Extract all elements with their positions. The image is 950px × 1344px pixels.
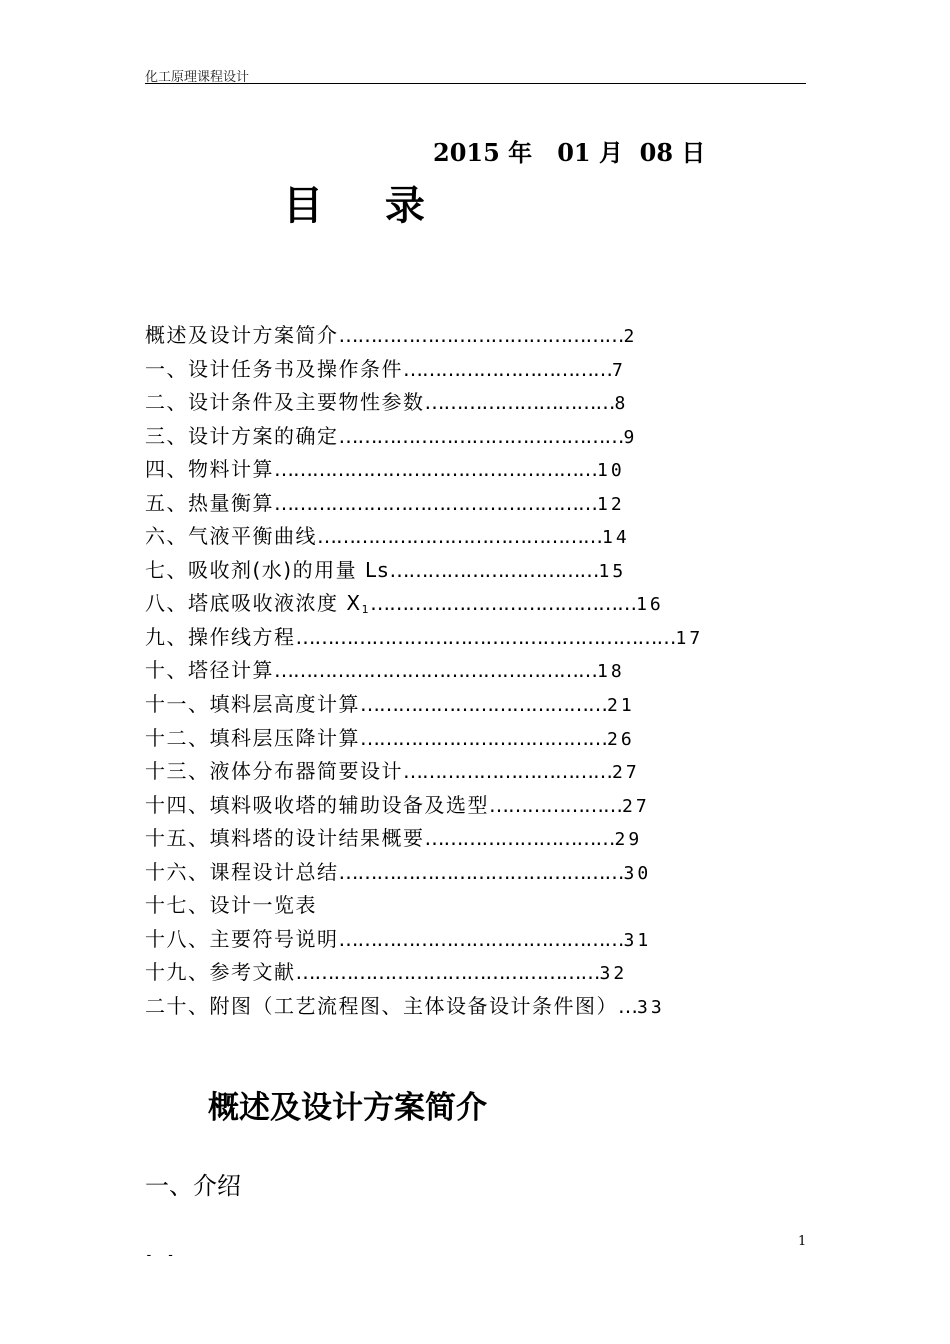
toc-entry[interactable] (145, 724, 703, 758)
toc-entry-page: 33 (637, 996, 665, 1018)
toc-entry-page: 10 (597, 460, 625, 482)
toc-entry-page: 14 (602, 527, 630, 549)
toc-entry-label: 十二、填科层压降计算 (145, 725, 360, 750)
toc-entry-leader: ……………………………………… (317, 524, 602, 549)
toc-entry[interactable] (145, 355, 703, 389)
subsection-title: 一、介绍 (145, 1172, 241, 1200)
toc-entry[interactable] (145, 757, 703, 791)
toc-entry[interactable] (145, 824, 703, 858)
toc-entry-label: 十九、参考文献 (145, 960, 296, 985)
toc-entry-label: 二十、附图（工艺流程图、主体设备设计条件图） (145, 993, 618, 1018)
toc-entry[interactable] (145, 891, 703, 925)
toc-title: 目 录 (283, 183, 449, 229)
toc-entry-page: 7 (612, 359, 626, 381)
toc-entry-page: 27 (622, 795, 650, 817)
page-header-title: 化工原理课程设计 (145, 70, 250, 85)
toc-entry[interactable] (145, 791, 703, 825)
toc-entry-label: 三、设计方案的确定 (145, 423, 339, 448)
toc-entry-label: 十四、填料吸收塔的辅助设备及选型 (145, 792, 489, 817)
toc-entry-leader: ………………………… (424, 826, 615, 851)
footer-marks: - - (145, 1248, 178, 1263)
toc-entry-leader: …………………………… (403, 356, 612, 381)
toc-entry[interactable] (145, 623, 703, 657)
toc-entry-leader: ………………… (489, 792, 622, 817)
toc-entry-label: 十一、填料层高度计算 (145, 692, 360, 717)
toc-entry-page: 31 (623, 929, 652, 951)
toc-entry[interactable] (145, 522, 703, 556)
toc-entry[interactable] (145, 958, 703, 992)
toc-entry-leader: ………………………………… (360, 725, 607, 750)
toc-entry-page: 8 (614, 393, 629, 415)
toc-entry-label: 八、塔底吸收液浓度 X (145, 591, 362, 616)
toc-entry-label: 七、吸收剂(水)的用量 Ls (145, 557, 390, 582)
toc-entry-label: 十五、填料塔的设计结果概要 (145, 826, 425, 851)
toc-entry-label: 十三、液体分布器简要设计 (145, 759, 403, 784)
toc-entry-leader: …………………………………………… (274, 457, 597, 482)
toc-entry[interactable] (145, 589, 703, 623)
toc-entry-page: 30 (623, 862, 652, 884)
toc-entry-leader: ……………………………………… (338, 323, 624, 347)
toc-entry-label: 一、设计任务书及操作条件 (145, 356, 403, 381)
toc-entry-label: 十八、主要符号说明 (145, 926, 339, 951)
toc-entry-page: 18 (597, 661, 625, 683)
toc-entry-page: 26 (607, 728, 635, 750)
toc-entry-page: 27 (612, 762, 640, 784)
toc-entry[interactable] (145, 321, 703, 355)
toc-entry-subscript: 1 (361, 603, 371, 617)
toc-entry[interactable] (145, 656, 703, 690)
toc-entry-page: 9 (623, 426, 638, 448)
toc-entry-label: 十、塔径计算 (145, 658, 274, 683)
toc-entry[interactable] (145, 858, 703, 892)
toc-entry-page: 21 (607, 695, 635, 717)
toc-entry-leader: ……………………………………… (338, 423, 624, 448)
toc-entry-leader: …………………………… (403, 759, 612, 784)
toc-entry-leader: …………………………………………………… (295, 624, 676, 649)
toc-entry-page: 15 (598, 560, 627, 582)
toc-entry-leader: ……………………………………… (338, 859, 624, 884)
table-of-contents (145, 321, 703, 1025)
toc-entry-leader: ………………………………………… (295, 960, 600, 985)
toc-entry-page: 2 (623, 326, 638, 347)
toc-entry-label: 十六、课程设计总结 (145, 859, 339, 884)
toc-entry-label: 概述及设计方案简介 (145, 323, 339, 347)
toc-entry[interactable] (145, 455, 703, 489)
toc-entry-leader: …………………………………………… (274, 658, 597, 683)
toc-entry-leader: ………………………… (424, 390, 615, 415)
toc-entry-page: 29 (614, 829, 643, 851)
toc-entry-leader: ……………………………………… (338, 926, 624, 951)
toc-entry-label: 六、气液平衡曲线 (145, 524, 317, 549)
header-rule (145, 83, 806, 84)
toc-entry-leader: …………………………………………… (274, 490, 597, 515)
toc-entry[interactable] (145, 690, 703, 724)
toc-entry[interactable] (145, 992, 703, 1026)
toc-entry[interactable] (145, 388, 703, 422)
toc-entry-page: 12 (597, 493, 625, 515)
page-number: 1 (798, 1234, 807, 1249)
toc-entry-label: 四、物料计算 (145, 457, 274, 482)
toc-entry-page: 17 (675, 627, 704, 649)
toc-entry[interactable] (145, 556, 703, 590)
toc-entry-leader: ………………………………… (360, 692, 607, 717)
toc-entry-label: 二、设计条件及主要物性参数 (145, 390, 425, 415)
toc-entry-label: 十七、设计一览表 (145, 893, 317, 918)
toc-entry-leader: …………………………………… (370, 591, 637, 616)
toc-entry[interactable] (145, 925, 703, 959)
toc-entry[interactable] (145, 422, 703, 456)
document-date: 2015 年 01 月 08 日 (433, 138, 706, 167)
toc-entry-label: 五、热量衡算 (145, 490, 274, 515)
section-title: 概述及设计方案简介 (208, 1090, 487, 1126)
toc-entry[interactable] (145, 489, 703, 523)
toc-entry-leader: …………………………… (389, 557, 599, 582)
toc-entry-label: 九、操作线方程 (145, 624, 296, 649)
toc-entry-page: 16 (636, 594, 664, 616)
toc-entry-page: 32 (599, 963, 628, 985)
toc-entry-leader: … (618, 993, 637, 1018)
